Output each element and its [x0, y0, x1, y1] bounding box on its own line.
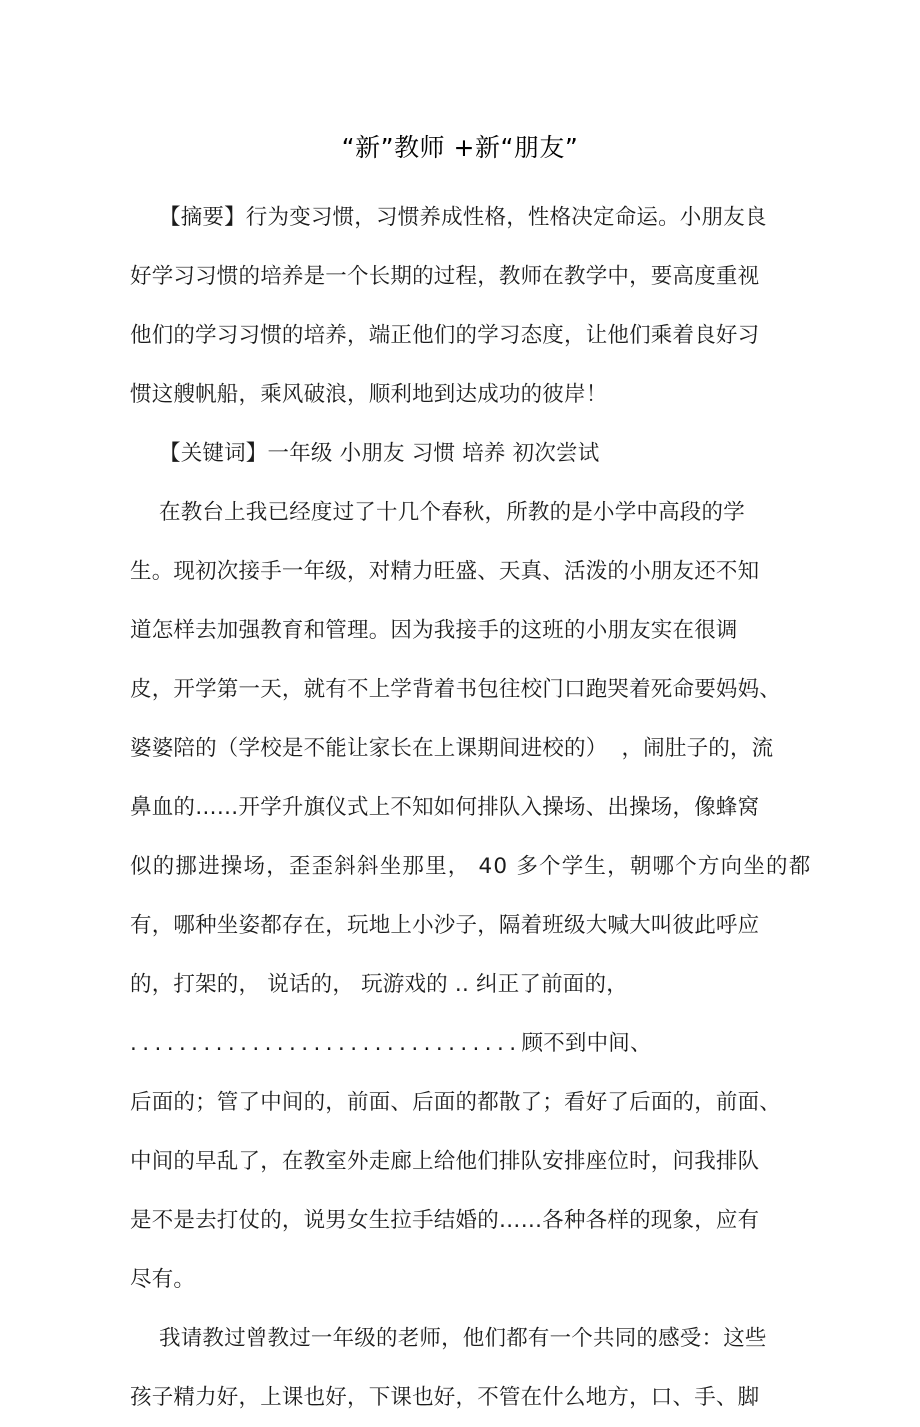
document-body: [130, 0, 812, 1427]
paragraph-line: 生。现初次接手一年级，对精力旺盛、天真、活泼的小朋友还不知: [130, 559, 760, 584]
paragraph-line: 在教台上我已经度过了十几个春秋，所教的是小学中高段的学: [159, 500, 745, 525]
paragraph-line: 是不是去打仗的，说男女生拉手结婚的……各种各样的现象，应有: [130, 1208, 760, 1233]
paragraph-line: 的，打架的， 说话的， 玩游戏的 .. 纠正了前面的，: [130, 972, 628, 997]
keywords-paragraph: [130, 424, 790, 483]
abstract-line: 他们的学习习惯的培养，端正他们的学习态度，让他们乘着良好习: [130, 323, 760, 348]
page-title: “新”教师 +新“朋友”: [341, 133, 579, 162]
paragraph-line: 中间的早乱了，在教室外走廊上给他们排队安排座位时，问我排队: [130, 1149, 760, 1174]
paragraph-line: 孩子精力好，上课也好，下课也好，不管在什么地方，口、手、脚: [130, 1385, 760, 1410]
paragraph-line: 后面的；管了中间的，前面、后面的都散了；看好了后面的，前面、: [130, 1090, 782, 1115]
abstract-line: 好学习习惯的培养是一个长期的过程，教师在教学中，要高度重视: [130, 264, 760, 289]
dot-leader-trailing-text: 顾不到中间、: [521, 1031, 652, 1056]
paragraph-line: 有，哪种坐姿都存在，玩地上小沙子，隔着班级大喊大叫彼此呼应: [130, 913, 760, 938]
body-paragraph-1: [130, 483, 812, 1309]
paragraph-line: 似的挪进操场，歪歪斜斜坐那里， 40 多个学生，朝哪个方向坐的都: [130, 854, 812, 879]
abstract-line: 【摘要】行为变习惯，习惯养成性格，性格决定命运。小朋友良: [159, 205, 767, 230]
abstract-paragraph: [130, 188, 790, 424]
paragraph-line: 鼻血的……开学升旗仪式上不知如何排队入操场、出操场，像蜂窝: [130, 795, 760, 820]
paragraph-line: 皮，开学第一天，就有不上学背着书包往校门口跑哭着死命要妈妈、: [130, 677, 782, 702]
dot-leader: ................................: [130, 1031, 522, 1056]
dot-leader-line: [130, 1014, 790, 1073]
paragraph-line: 道怎样去加强教育和管理。因为我接手的这班的小朋友实在很调: [130, 618, 738, 643]
abstract-line: 惯这艘帆船，乘风破浪，顺利地到达成功的彼岸！: [130, 382, 608, 407]
keywords-line: 【关键词】一年级 小朋友 习惯 培养 初次尝试: [159, 441, 600, 466]
body-paragraph-2: [130, 1309, 790, 1427]
paragraph-line: 婆婆陪的（学校是不能让家长在上课期间进校的） ，闹肚子的，流: [130, 736, 774, 761]
paragraph-line: 我请教过曾教过一年级的老师，他们都有一个共同的感受：这些: [159, 1326, 767, 1351]
paragraph-line: 尽有。: [130, 1267, 196, 1292]
